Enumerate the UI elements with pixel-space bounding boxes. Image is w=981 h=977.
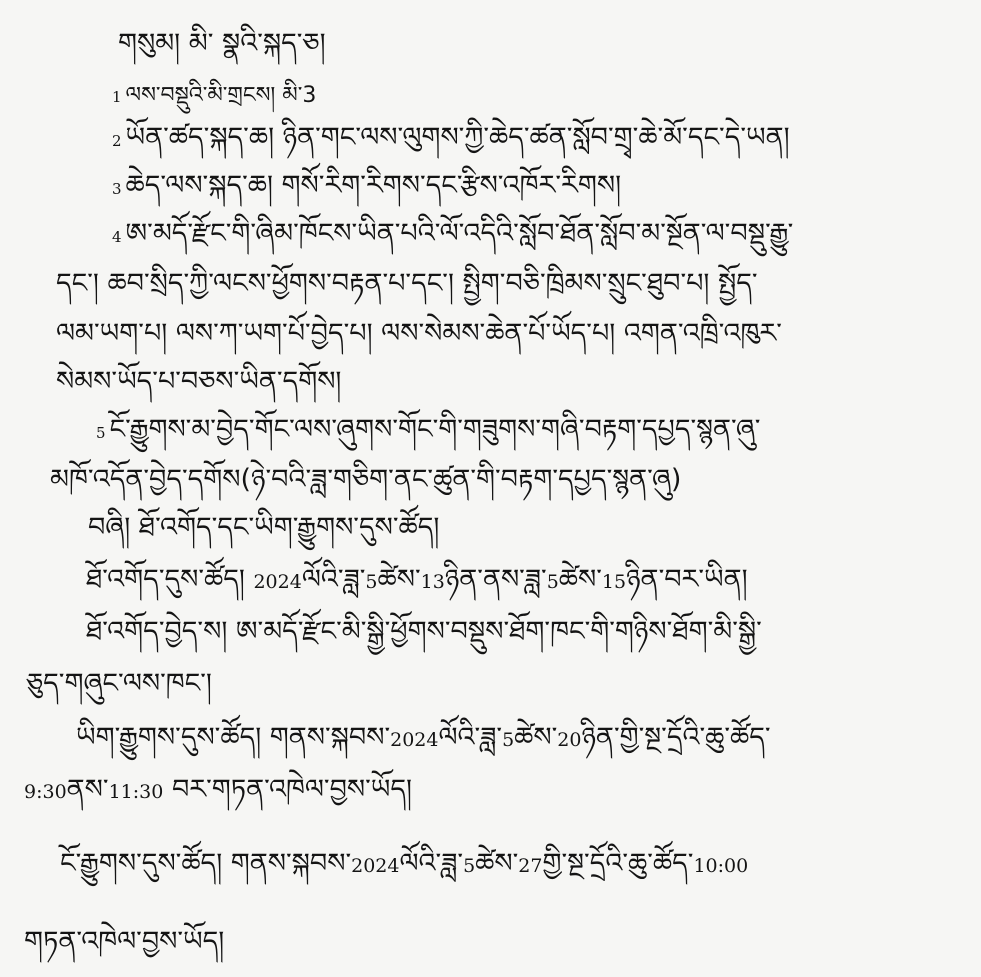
label: ཡིག་རྒྱུགས་དུས་ཚོད། གནས་སྐབས་ [76, 722, 391, 753]
end-time: 11:30 [108, 781, 164, 803]
text: ཉིན་གྱི་སྔ་དྲོའི་ཆུ་ཚོད་ [581, 722, 771, 753]
registration-time [86, 560, 748, 602]
day: 15 [601, 571, 627, 593]
month: 5 [463, 855, 476, 877]
day: 27 [518, 855, 543, 877]
item-4-continuation: དང་། ཆབ་སྲིད་ཀྱི་ལངས་ཕྱོགས་བརྟན་པ་དང་། སྤྱིག་བཅི་ཁྲིམས་སྲུང་ཐུབ་པ། སྤྱོད་ [56, 268, 758, 299]
text: བར་གཏན་འཁེལ་བྱས་ཡོད། [171, 774, 412, 805]
item-number: 3 [112, 180, 122, 198]
item-2 [112, 118, 790, 161]
label: ཐོ་འགོད་དུས་ཚོད། [86, 564, 245, 595]
text: ཚེས་ [514, 722, 558, 753]
oral-exam-time-continuation: གཏན་འཁེལ་བྱས་ཡོད། [24, 926, 225, 957]
item-1 [112, 74, 316, 117]
item-text: ཡོན་ཚད་སྐད་ཆ། ཉིན་གང་ལས་ལུགས་ཀྱི་ཆེད་ཚན་སློབ་གྲྭ་ཆེ་མོ་དང་དེ་ཡན། [125, 122, 790, 153]
item-5 [96, 410, 760, 453]
month: 5 [502, 729, 515, 751]
text: གྱི་སྔ་དྲོའི་ཆུ་ཚོད་ [542, 848, 694, 879]
item-text: ལས་བསྡུའི་མི་གྲངས། མི་3 [125, 83, 317, 108]
text: ཉིན་ནས་ཟླ་ [444, 564, 547, 595]
text: ནས་ [66, 774, 109, 805]
item-text: ཆེད་ལས་སྐད་ཆ། གསོ་རིག་རིགས་དང་རྩིས་འཁོར་རིགས། [125, 170, 622, 201]
item-4 [112, 214, 793, 257]
item-3 [112, 166, 621, 209]
section-heading-registration: བཞི། ཐོ་འགོད་དང་ཡིག་རྒྱུགས་དུས་ཚོད། [88, 512, 440, 543]
year: 2024 [351, 855, 400, 877]
month: 5 [546, 571, 559, 593]
registration-place: ཐོ་འགོད་བྱེད་ས། ཨ་མདོ་རྫོང་མི་སྒྱི་ཕྱོགས་བསྡུས་ཐོག་ཁང་གི་གཉིས་ཐོག་མི་སྒྱི་ [86, 616, 762, 647]
written-exam-time-continuation [24, 770, 412, 812]
written-exam-time [76, 718, 771, 760]
section-heading-people: གསུམ། མི་ སྣའི་སྐད་ཅ། [118, 28, 326, 59]
item-text: ངོ་རྒྱུགས་མ་བྱེད་གོང་ལས་ཞུགས་གོང་གི་གཟུགས་གཞི་བརྟག་དཔྱད་སྙན་ཞུ་ [109, 414, 761, 445]
item-number: 2 [112, 132, 122, 150]
day: 20 [557, 729, 582, 751]
month: 5 [365, 571, 378, 593]
text: ཚེས་ [558, 564, 602, 595]
time: 10:00 [693, 855, 749, 877]
text: ཚེས་ [475, 848, 519, 879]
item-number: 5 [96, 424, 106, 442]
day: 13 [420, 571, 445, 593]
text: ཚེས་ [377, 564, 421, 595]
item-number: 4 [112, 228, 122, 246]
registration-place-continuation: ཅུད་གཞུང་ལས་ཁང་། [26, 668, 212, 699]
year: 2024 [390, 729, 439, 751]
item-text: ཨ་མདོ་རྫོང་གི་ཞིམ་ཁོངས་ཡིན་པའི་ལོ་འདིའི་སློབ་ཐོན་སློབ་མ་སྔོན་ལ་བསྡུ་རྒྱུ་ [125, 218, 794, 249]
label: ངོ་རྒྱུགས་དུས་ཚོད། གནས་སྐབས་ [60, 848, 352, 879]
item-4-continuation: སེམས་ཡོད་པ་བཅས་ཡིན་དགོས། [56, 366, 342, 397]
item-4-continuation: ལམ་ཡག་པ། ལས་ཀ་ཡག་པོ་བྱེད་པ། ལས་སེམས་ཆེན་པོ་ཡོད་པ། འགན་འཁྲི་འཁུར་ [56, 318, 782, 349]
text: ལོའི་ཟླ་ [301, 564, 366, 595]
start-time: 9:30 [24, 781, 67, 803]
text: ཉིན་བར་ཡིན། [626, 564, 748, 595]
item-5-continuation: མཁོ་འདོན་བྱེད་དགོས(ཉེ་བའི་ཟླ་གཅིག་ནང་ཚུན་གི་བརྟག་དཔྱད་སྙན་ཞུ) [50, 464, 682, 495]
year: 2024 [253, 571, 302, 593]
item-number: 1 [112, 88, 122, 106]
oral-exam-time [60, 844, 748, 886]
text: ལོའི་ཟླ་ [399, 848, 464, 879]
text: ལོའི་ཟླ་ [438, 722, 503, 753]
